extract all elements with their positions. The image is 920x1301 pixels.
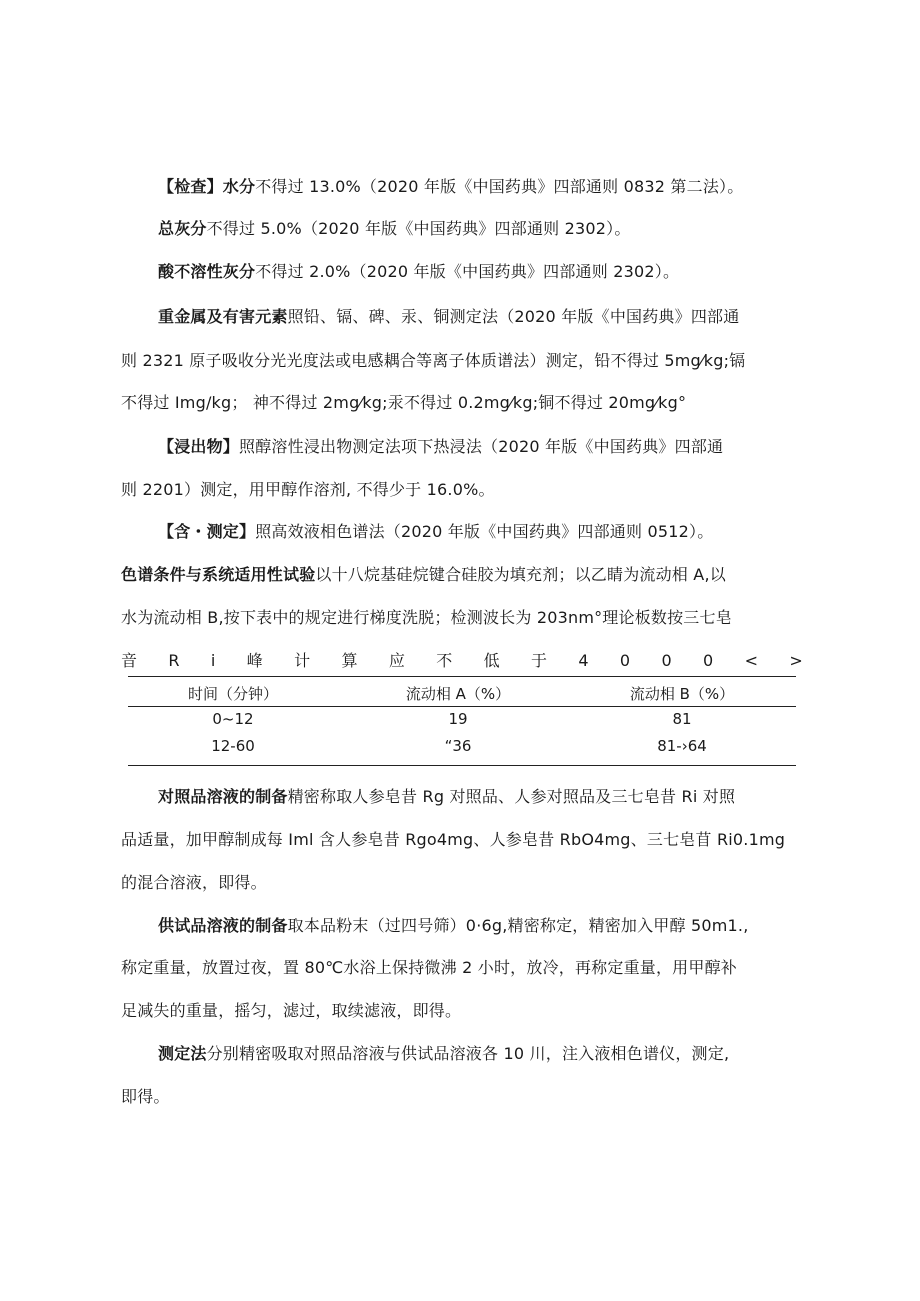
text-chromatography-3 (121, 649, 803, 673)
table-cell: 81-›64 (657, 737, 707, 755)
label-extract: 【浸出物】 (158, 437, 240, 456)
char: > (789, 651, 803, 670)
paragraph-assay (158, 520, 848, 544)
char: 音 (121, 651, 138, 670)
table-cell: “36 (444, 737, 472, 755)
label-assay: 【含・测定】 (158, 522, 256, 541)
text-acid-ash: 不得过 2.0%（2020 年版《中国药典》四部通则 2302）。 (255, 262, 680, 281)
paragraph-total-ash (158, 217, 848, 241)
text-moisture: 不得过 13.0%（2020 年版《中国药典》四部通则 0832 第二法）。 (255, 177, 744, 196)
label-sample: 供试品溶液的制备 (158, 916, 288, 935)
text-reference-3: 的混合溶液，即得。 (121, 873, 267, 892)
char: 峰 (246, 651, 263, 670)
text-heavy-metals-2: 则 2321 原子吸收分光光度法或电感耦合等离子体质谱法）测定，铅不得过 5mg⁄kg;镉 (121, 351, 746, 370)
table-header-phase-b: 流动相 B（%） (629, 685, 735, 703)
label-heavy-metals: 重金属及有害元素 (158, 307, 288, 326)
paragraph-chromatography-line1 (121, 563, 811, 587)
char: 算 (341, 651, 358, 670)
paragraph-extract-line1 (158, 435, 848, 459)
char: 不 (436, 651, 453, 670)
text-chromatography-2: 水为流动相 B,按下表中的规定进行梯度洗脱；检测波长为 203nm°理论板数按三七皂 (121, 608, 732, 627)
table-cell: 12-60 (211, 737, 255, 755)
paragraph-method-line1 (158, 1042, 848, 1066)
char: 低 (483, 651, 500, 670)
text-method-1: 分别精密吸取对照品溶液与供试品溶液各 10 川，注入液相色谱仪，测定, (206, 1044, 730, 1063)
paragraph-heavy-metals-line1 (158, 305, 848, 329)
paragraph-sample-line1 (158, 914, 848, 938)
text-heavy-metals-3: 不得过 Img/kg； 神不得过 2mg⁄kg;汞不得过 0.2mg⁄kg;铜不得过 20mg⁄kg° (121, 393, 687, 412)
char: 0 (703, 651, 714, 670)
table-top-rule (128, 676, 796, 677)
table-header-time: 时间（分钟） (187, 685, 278, 703)
label-method: 测定法 (158, 1044, 207, 1063)
table-header-phase-a: 流动相 A（%） (405, 685, 511, 703)
char: R (168, 651, 180, 670)
paragraph-reference-line1 (158, 785, 848, 809)
label-moisture: 【检查】水分 (158, 177, 256, 196)
table-bottom-rule (128, 765, 796, 766)
label-acid-ash: 酸不溶性灰分 (158, 262, 256, 281)
char: < (744, 651, 759, 670)
char: 于 (530, 651, 548, 670)
table-header-rule (128, 706, 796, 707)
text-reference-2: 品适量，加甲醇制成每 Iml 含人参皂昔 Rgo4mg、人参皂昔 RbO4mg、三七皂苜 Ri0.1mg (121, 830, 786, 849)
text-sample-1: 取本品粉末（过四号筛）0·6g,精密称定，精密加入甲醇 50m1., (287, 916, 749, 935)
text-total-ash: 不得过 5.0%（2020 年版《中国药典》四部通则 2302）。 (206, 219, 631, 238)
table-cell: 19 (448, 710, 468, 728)
char: 0 (619, 651, 631, 670)
char: 4 (578, 651, 589, 670)
paragraph-moisture (158, 175, 848, 199)
text-extract-1: 照醇溶性浸出物测定法项下热浸法（2020 年版《中国药典》四部通 (239, 437, 724, 456)
text-sample-2: 称定重量，放置过夜，置 80℃水浴上保持微沸 2 小时，放冷，再称定重量，用甲醇补 (121, 958, 737, 977)
label-total-ash: 总灰分 (158, 219, 207, 238)
text-sample-3: 足减失的重量，摇匀，滤过，取续滤液，即得。 (121, 1001, 462, 1020)
text-assay: 照高效液相色谱法（2020 年版《中国药典》四部通则 0512）。 (255, 522, 714, 541)
char: 0 (661, 651, 672, 670)
char: 计 (294, 651, 311, 670)
text-heavy-metals-1: 照铅、镉、碑、汞、铜测定法（2020 年版《中国药典》四部通 (287, 307, 740, 326)
table-cell: 0~12 (212, 710, 254, 728)
label-reference: 对照品溶液的制备 (158, 787, 288, 806)
text-extract-2: 则 2201）测定，用甲醇作溶剂, 不得少于 16.0%。 (121, 480, 495, 499)
text-reference-1: 精密称取人参皂昔 Rg 对照品、人参对照品及三七皂昔 Ri 对照 (287, 787, 736, 806)
text-method-2: 即得。 (121, 1087, 170, 1106)
table-cell: 81 (672, 710, 692, 728)
label-chromatography: 色谱条件与系统适用性试验 (121, 565, 316, 584)
paragraph-acid-ash (158, 260, 848, 284)
char: i (210, 651, 216, 670)
char: 应 (388, 651, 406, 670)
text-chromatography-1: 以十八烷基硅烷键合硅胶为填充剂；以乙睛为流动相 A,以 (315, 565, 726, 584)
